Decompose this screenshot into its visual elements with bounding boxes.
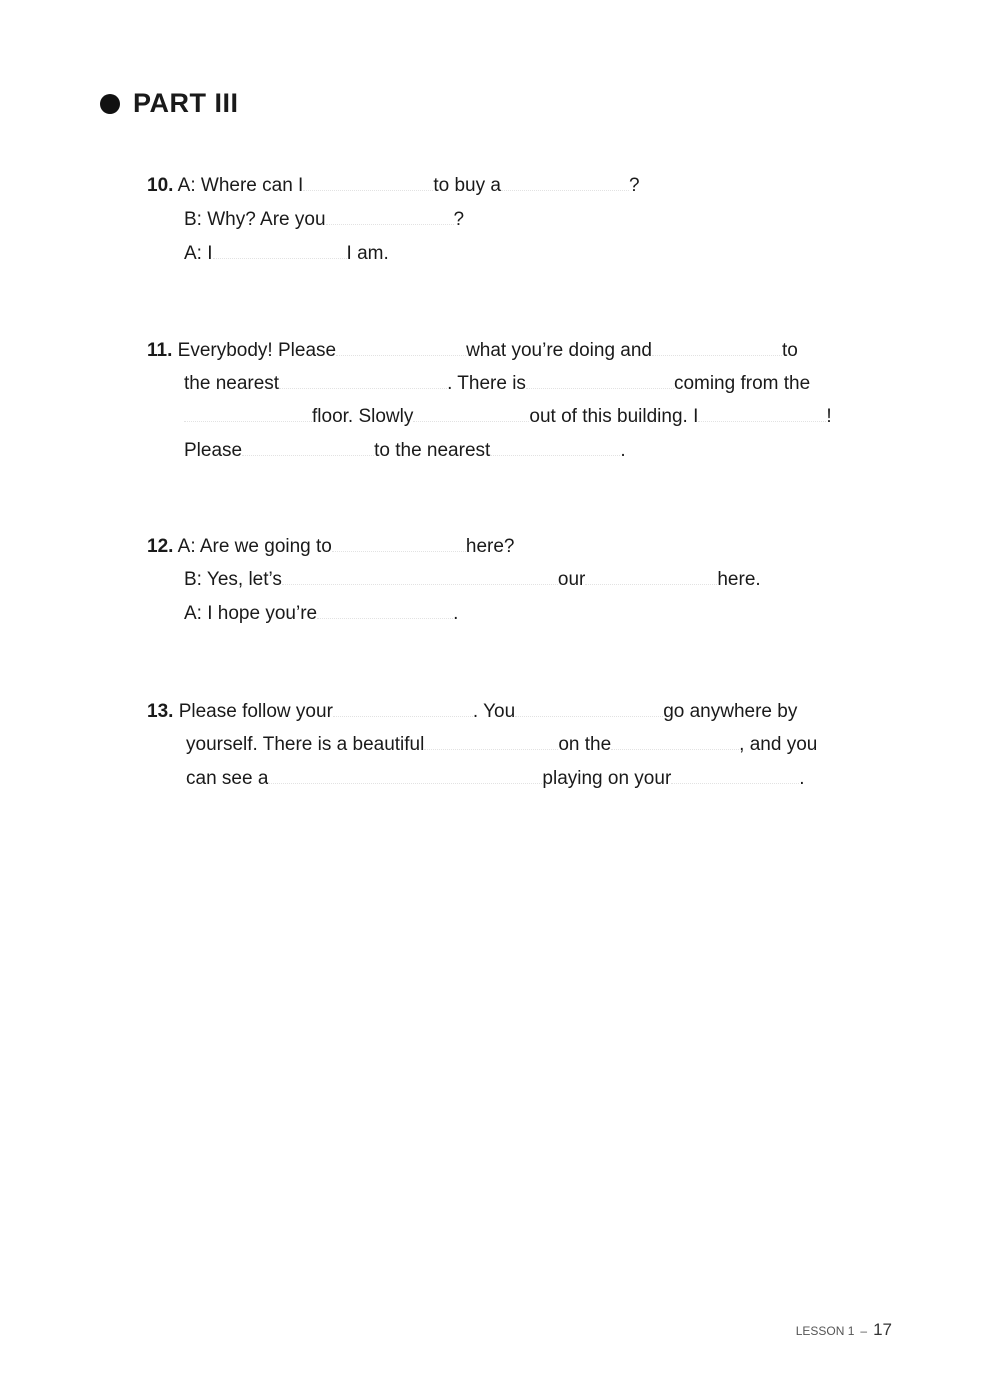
- blank[interactable]: [515, 698, 663, 717]
- page-footer: [796, 1320, 892, 1340]
- blank[interactable]: [303, 172, 433, 191]
- text: to: [782, 340, 798, 361]
- text: our: [557, 569, 586, 590]
- blank[interactable]: [424, 731, 558, 750]
- blank[interactable]: [336, 337, 466, 356]
- text: Please: [184, 440, 243, 461]
- question-number: 10.: [147, 175, 174, 196]
- q12-line-1: [147, 533, 514, 559]
- question-number: 13.: [147, 701, 174, 722]
- text: out of this building. I: [529, 406, 699, 427]
- blank[interactable]: [213, 240, 347, 259]
- blank[interactable]: [526, 370, 674, 389]
- blank[interactable]: [501, 172, 629, 191]
- blank[interactable]: [317, 600, 453, 619]
- text: I am.: [346, 243, 389, 264]
- text: . There is: [447, 373, 526, 394]
- text: ?: [453, 209, 465, 230]
- text: A: Are we going to: [177, 536, 332, 557]
- text: ?: [628, 175, 640, 196]
- text: to the nearest: [374, 440, 491, 461]
- blank[interactable]: [184, 403, 312, 422]
- text: the nearest: [184, 373, 280, 394]
- text: A: I hope you’re: [184, 603, 318, 624]
- blank[interactable]: [413, 403, 529, 422]
- q10-line-3: [184, 240, 389, 266]
- q12-line-2: [184, 566, 761, 592]
- text: here.: [717, 569, 761, 590]
- blank[interactable]: [282, 566, 558, 585]
- text: on the: [558, 734, 612, 755]
- blank[interactable]: [611, 731, 739, 750]
- blank[interactable]: [242, 437, 374, 456]
- text: what you’re doing and: [466, 340, 652, 361]
- text: coming from the: [673, 373, 811, 394]
- blank[interactable]: [326, 206, 454, 225]
- text: Please follow your: [178, 701, 333, 722]
- blank[interactable]: [671, 765, 799, 784]
- page-number: 17: [873, 1320, 892, 1339]
- blank[interactable]: [698, 403, 826, 422]
- q11-line-2: [184, 370, 810, 396]
- lesson-label: LESSON 1: [795, 1324, 855, 1338]
- question-number: 12.: [147, 536, 174, 557]
- text: B: Yes, let’s: [184, 569, 282, 590]
- q11-line-3: [184, 403, 832, 429]
- text: Everybody! Please: [177, 340, 337, 361]
- text: go anywhere by: [663, 701, 798, 722]
- text: , and you: [739, 734, 818, 755]
- q11-line-4: [184, 437, 626, 463]
- text: here?: [465, 536, 515, 557]
- blank[interactable]: [332, 533, 466, 552]
- q13-line-3: [186, 765, 805, 791]
- blank[interactable]: [279, 370, 447, 389]
- q11-line-1: [147, 337, 798, 363]
- blank[interactable]: [490, 437, 620, 456]
- q10-line-2: [184, 206, 464, 232]
- text: yourself. There is a beautiful: [186, 734, 425, 755]
- q13-line-1: [147, 698, 797, 724]
- text: A: Where can I: [177, 175, 304, 196]
- bullet-icon: [100, 94, 120, 114]
- text: .: [620, 440, 626, 461]
- part-header: [100, 88, 239, 119]
- text: . You: [472, 701, 516, 722]
- blank[interactable]: [652, 337, 782, 356]
- text: .: [453, 603, 459, 624]
- part-title: PART III: [133, 88, 239, 118]
- blank[interactable]: [268, 765, 542, 784]
- blank[interactable]: [585, 566, 717, 585]
- footer-dash: –: [860, 1324, 868, 1338]
- text: playing on your: [542, 768, 672, 789]
- text: .: [799, 768, 805, 789]
- text: !: [826, 406, 832, 427]
- text: to buy a: [433, 175, 501, 196]
- blank[interactable]: [333, 698, 473, 717]
- text: A: I: [184, 243, 213, 264]
- text: B: Why? Are you: [184, 209, 326, 230]
- q13-line-2: [186, 731, 817, 757]
- q12-line-3: [184, 600, 458, 626]
- text: can see a: [186, 768, 269, 789]
- q10-line-1: [147, 172, 640, 198]
- question-number: 11.: [147, 340, 173, 361]
- text: floor. Slowly: [312, 406, 414, 427]
